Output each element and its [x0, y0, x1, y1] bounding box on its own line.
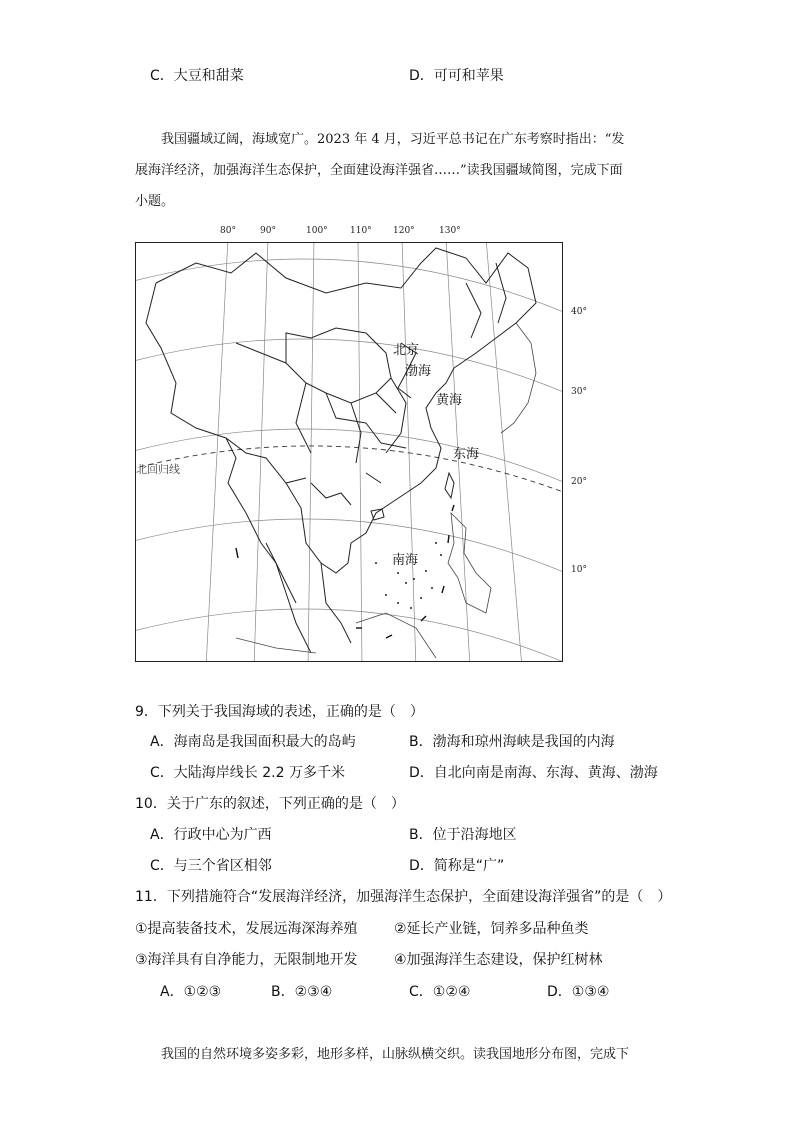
graticule: [136, 243, 563, 662]
lon-label-110: 110°: [350, 226, 372, 236]
q9-option-b: B．渤海和琼州海峡是我国的内海: [409, 734, 615, 750]
taiwan-outline: [445, 473, 454, 498]
tropic-line: [136, 446, 563, 493]
lon-label-80: 80°: [220, 226, 236, 236]
q11-option-d: D．①③④: [547, 984, 610, 1000]
label-bohai: 渤海: [405, 364, 432, 379]
q10-option-c: C．与三个省区相邻: [150, 858, 272, 874]
q9-option-c: C．大陆海岸线长 2.2 万多千米: [150, 765, 345, 781]
intro-line-3: 小题。: [135, 194, 175, 209]
q11-option-a: A．①②③: [160, 984, 222, 1000]
lon-label-130: 130°: [439, 226, 461, 236]
label-tropic-of-cancer: 北回归线: [136, 463, 180, 476]
q11-statement-4: ④加强海洋生态建设，保护红树林: [394, 952, 603, 968]
q9-option-d: D．自北向南是南海、东海、黄海、渤海: [409, 765, 658, 781]
q11-stem: 11．下列措施符合“发展海洋经济，加强海洋生态保护，全面建设海洋强省”的是（ ）: [135, 889, 672, 905]
china-territory-map: [135, 242, 563, 662]
nine-dash-line: [236, 505, 454, 638]
q11-statement-2: ②延长产业链，饲养多品种鱼类: [394, 921, 589, 937]
option-d: D．可可和苹果: [409, 68, 504, 84]
q10-option-a: A．行政中心为广西: [150, 827, 272, 843]
lat-label-10: 10°: [571, 565, 587, 575]
q10-option-d: D．简称是“广”: [409, 858, 505, 874]
q10-option-b: B．位于沿海地区: [409, 827, 517, 843]
q11-option-b: B．②③④: [271, 984, 333, 1000]
q9-option-a: A．海南岛是我国面积最大的岛屿: [150, 734, 356, 750]
lon-label-90: 90°: [260, 226, 276, 236]
lon-label-120: 120°: [393, 226, 415, 236]
q9-stem: 9．下列关于我国海域的表述，正确的是（ ）: [135, 704, 424, 720]
intro2-line-1: 我国的自然环境多姿多彩，地形多样，山脉纵横交织。读我国地形分布图，完成下: [161, 1047, 630, 1062]
island-outlines: [236, 613, 436, 658]
lat-label-20: 20°: [571, 477, 587, 487]
philippines-outline: [448, 513, 491, 613]
label-beijing: 北京: [393, 343, 420, 358]
label-donghai: 东海: [453, 447, 480, 462]
intro-line-1: 我国疆域辽阔，海域宽广。2023 年 4 月，习近平总书记在广东考察时指出：“发: [161, 132, 625, 147]
option-c: C．大豆和甜菜: [150, 68, 244, 84]
japan-outline: [501, 323, 536, 433]
hainan-outline: [371, 509, 384, 520]
q10-stem: 10．关于广东的叙述，下列正确的是（ ）: [135, 796, 405, 812]
intro-line-2: 展海洋经济，加强海洋生态保护，全面建设海洋强省……”读我国疆域简图，完成下面: [135, 163, 623, 178]
q11-statement-1: ①提高装备技术，发展远海深海养殖: [135, 921, 358, 937]
q11-option-c: C．①②④: [409, 984, 471, 1000]
lon-label-100: 100°: [306, 226, 328, 236]
label-huanghai: 黄海: [436, 393, 463, 408]
label-nanhai: 南海: [392, 553, 419, 568]
lat-label-30: 30°: [571, 387, 587, 397]
lat-label-40: 40°: [571, 307, 587, 317]
map-drawing: [136, 243, 563, 662]
q11-statement-3: ③海洋具有自净能力，无限制地开发: [135, 952, 358, 968]
